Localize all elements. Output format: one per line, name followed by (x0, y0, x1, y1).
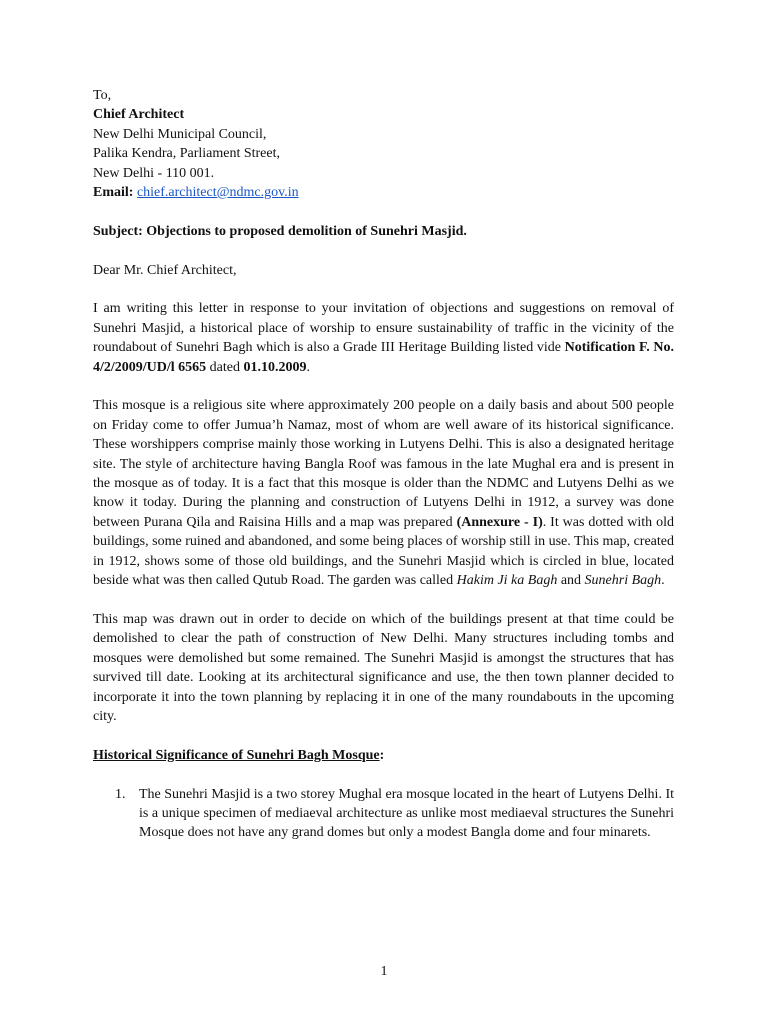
section-heading-colon: : (379, 747, 385, 763)
address-line-3: New Delhi - 110 001. (93, 165, 215, 181)
p2-text-2: . It was dotted with old buildings, some ruined and abandoned, and some being places of worship still in use. This map, created in 1912, shows some of those old buildings, and the Sunehri Masjid which is circled in blue, located beside what was then called Qutub Road. The garden was called (93, 514, 674, 589)
list-item-number: 1. (115, 786, 126, 802)
email-line (93, 183, 674, 202)
subject-line: Subject: Objections to proposed demolition of Sunehri Masjid. (93, 223, 467, 239)
email-link[interactable]: chief.architect@ndmc.gov.in (136, 185, 299, 201)
significance-list (93, 785, 674, 843)
garden-name-2: Sunehri Bagh (584, 573, 662, 589)
letter-page (93, 86, 674, 843)
salutation: Dear Mr. Chief Architect, (93, 262, 237, 278)
list-item (93, 785, 674, 843)
p1-text: I am writing this letter in response to your invitation of objections and suggestions on removal of Sunehri Masjid, a historical place of worship to ensure sustainability of traffic in the vicinity of the roundabout of Sunehri Bagh which is also a Grade III Heritage Building listed vide (93, 301, 674, 356)
p2-and: and (557, 573, 585, 589)
email-label: Email: (93, 185, 134, 201)
annexure-ref: (Annexure - I) (456, 514, 543, 530)
section-heading: Historical Significance of Sunehri Bagh Mosque (93, 747, 380, 763)
paragraph-1 (93, 299, 674, 377)
notification-date: 01.10.2009 (243, 359, 307, 375)
p2-end: . (661, 573, 665, 589)
garden-name-1: Hakim Ji ka Bagh (456, 573, 558, 589)
to-line: To, (93, 88, 112, 103)
section-heading-line (93, 746, 674, 765)
paragraph-2 (93, 396, 674, 590)
page-number: 1 (380, 964, 388, 979)
p1-end: . (306, 359, 310, 375)
p1-dated: dated (206, 359, 244, 375)
list-item-text: The Sunehri Masjid is a two storey Mughal era mosque located in the heart of Lutyens Delhi. It is a unique specimen of mediaeval architecture as unlike most mediaeval structures the Sunehri Mosque does not have any grand domes but only a modest Bangla dome and four minarets. (139, 786, 674, 841)
address-block (93, 86, 674, 202)
notification-number: Notification F. No. 4/2/2009/UD/l 6565 (93, 340, 674, 375)
address-line-2: Palika Kendra, Parliament Street, (93, 146, 280, 162)
recipient-title: Chief Architect (93, 107, 185, 123)
address-line-1: New Delhi Municipal Council, (93, 126, 267, 142)
p2-text: This mosque is a religious site where approximately 200 people on a daily basis and about 500 people on Friday come to offer Jumua’h Namaz, most of whom are well aware of its historical significance. These worshippers comprise mainly those working in Lutyens Delhi. This is also a designated heritage site. The style of architecture having Bangla Roof was famous in the late Mughal era and is present in the mosque as of today. It is a fact that this mosque is older than the NDMC and Lutyens Delhi as we know it today. During the planning and construction of Lutyens Delhi in 1912, a survey was done between Purana Qila and Raisina Hills and a map was prepared (93, 398, 674, 530)
paragraph-3: This map was drawn out in order to decide on which of the buildings present at that time could be demolished to clear the path of construction of New Delhi. Many structures including tombs and mosques were demolished but some remained. The Sunehri Masjid is amongst the structures that has survived till date. Looking at its architectural significance and use, the then town planner decided to incorporate it into the town planning by replacing it in one of the many roundabouts in the upcoming city. (93, 611, 674, 724)
